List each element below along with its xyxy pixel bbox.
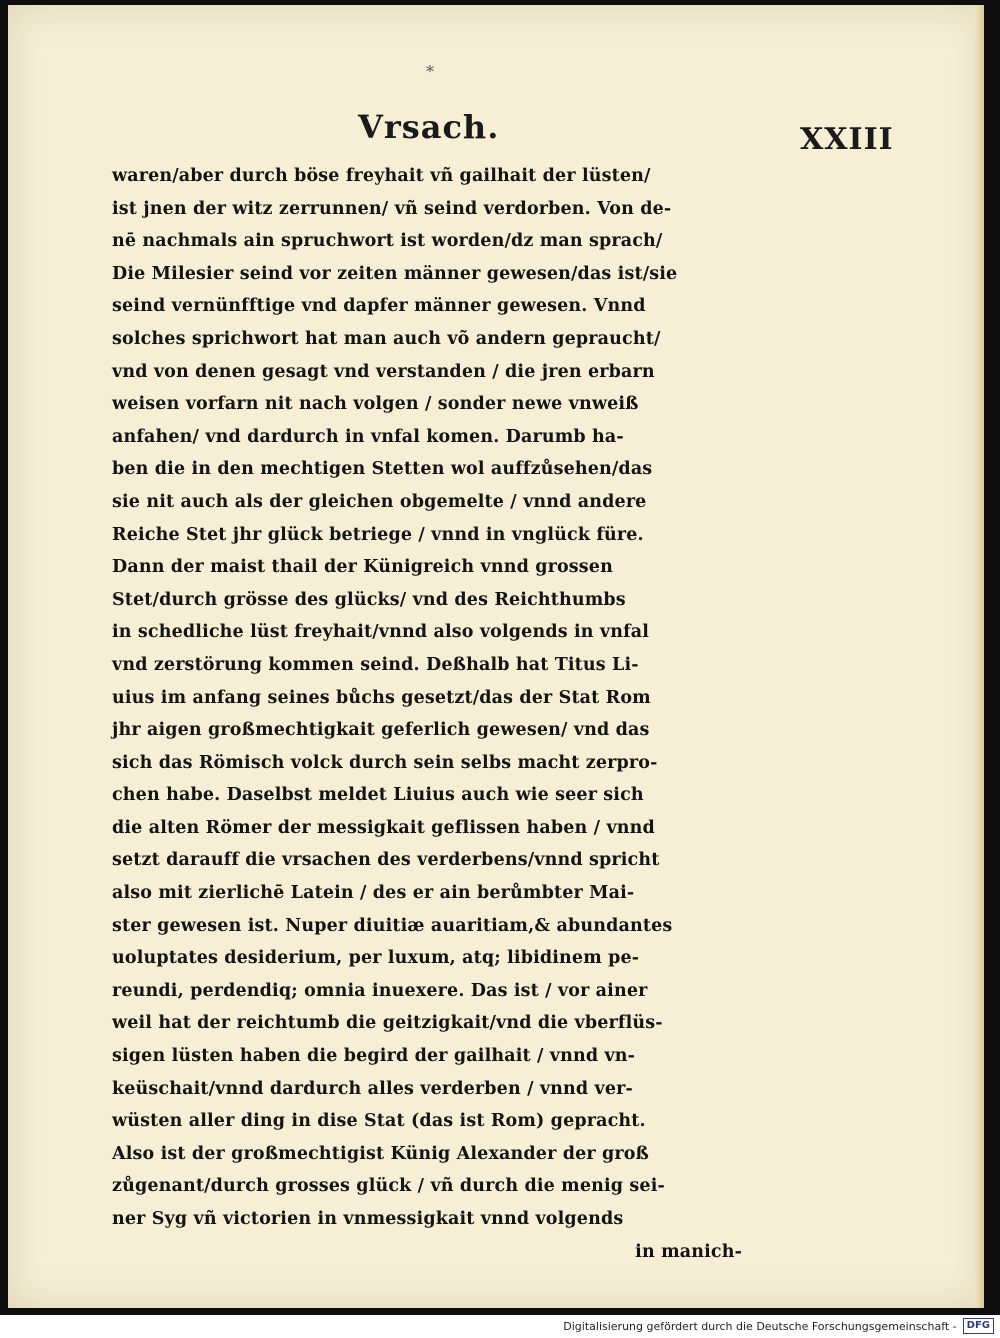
page-edge xyxy=(974,5,984,1308)
text-line: ster gewesen ist. Nuper diuitiæ auaritiam,& abundantes xyxy=(112,915,673,936)
text-line: Dann der maist thail der Künigreich vnnd grossen xyxy=(112,557,613,578)
text-line: vnd von denen gesagt vnd verstanden / die jren erbarn xyxy=(112,361,655,382)
text-line: weil hat der reichtumb die geitzigkait/vnd die vberflüs- xyxy=(112,1013,663,1034)
text-line: Stet/durch grösse des glücks/ vnd des Reichthumbs xyxy=(112,589,626,610)
text-line: seind vernünfftige vnd dapfer männer gewesen. Vnnd xyxy=(112,296,646,317)
text-line: in schedliche lüst freyhait/vnnd also volgends in vnfal xyxy=(112,622,650,643)
footer-credit: Digitalisierung gefördert durch die Deutsche Forschungsgemeinschaft - xyxy=(563,1319,957,1333)
text-line: Die Milesier seind vor zeiten männer gewesen/das ist/sie xyxy=(112,263,678,284)
text-line: weisen vorfarn nit nach volgen / sonder newe vnweiß xyxy=(112,394,639,415)
dfg-logo: DFG xyxy=(963,1318,994,1334)
text-line: ner Syg vñ victorien in vnmessigkait vnnd volgends xyxy=(112,1209,624,1229)
text-line: sich das Römisch volck durch sein selbs macht zerpro- xyxy=(112,752,658,773)
footer xyxy=(563,1318,994,1334)
text-line: keüschait/vnnd dardurch alles verderben / vnnd ver- xyxy=(112,1078,633,1099)
text-line: wüsten aller ding in dise Stat (das ist Rom) gepracht. xyxy=(112,1111,646,1132)
folio-number: XXIII xyxy=(800,122,894,157)
text-line: sigen lüsten haben die begird der gailhait / vnnd vn- xyxy=(112,1046,636,1067)
text-line: ben die in den mechtigen Stetten wol auffzůsehen/das xyxy=(112,459,653,480)
text-line: uius im anfang seines bůchs gesetzt/das der Stat Rom xyxy=(112,687,651,708)
text-line: die alten Römer der messigkait geflissen haben / vnnd xyxy=(112,817,655,838)
text-line: waren/aber durch böse freyhait vñ gailhait der lüsten/ xyxy=(112,166,651,186)
text-line: uoluptates desiderium, per luxum, atq; libidinem pe- xyxy=(112,948,640,969)
text-line: also mit zierlichē Latein / des er ain berůmbter Mai- xyxy=(112,883,635,904)
printer-mark: * xyxy=(426,62,434,81)
text-line: anfahen/ vnd dardurch in vnfal komen. Darumb ha- xyxy=(112,426,624,447)
text-line: Reiche Stet jhr glück betriege / vnnd in vnglück füre. xyxy=(112,524,644,545)
text-line: nē nachmals ain spruchwort ist worden/dz man sprach/ xyxy=(112,231,663,252)
text-line: vnd zerstörung kommen seind. Deßhalb hat Titus Li- xyxy=(112,654,639,675)
text-line: solches sprichwort hat man auch võ andern gepraucht/ xyxy=(112,328,661,349)
text-line: jhr aigen großmechtigkait geferlich gewesen/ vnd das xyxy=(112,720,650,741)
running-head: Vrsach. xyxy=(358,108,500,146)
text-line: zůgenant/durch grosses glück / vñ durch die menig sei- xyxy=(112,1176,665,1197)
text-line: in manich- xyxy=(635,1241,742,1262)
text-line: chen habe. Daselbst meldet Liuius auch wie seer sich xyxy=(112,785,644,806)
text-line: sie nit auch als der gleichen obgemelte / vnnd andere xyxy=(112,491,647,512)
text-line: reundi, perdendiq; omnia inuexere. Das ist / vor ainer xyxy=(112,980,648,1001)
text-line: Also ist der großmechtigist Künig Alexander der groß xyxy=(112,1143,649,1164)
text-line: setzt darauff die vrsachen des verderbens/vnnd spricht xyxy=(112,850,660,871)
text-line: ist jnen der witz zerrunnen/ vñ seind verdorben. Von de- xyxy=(112,198,672,219)
body-text xyxy=(112,160,762,1268)
